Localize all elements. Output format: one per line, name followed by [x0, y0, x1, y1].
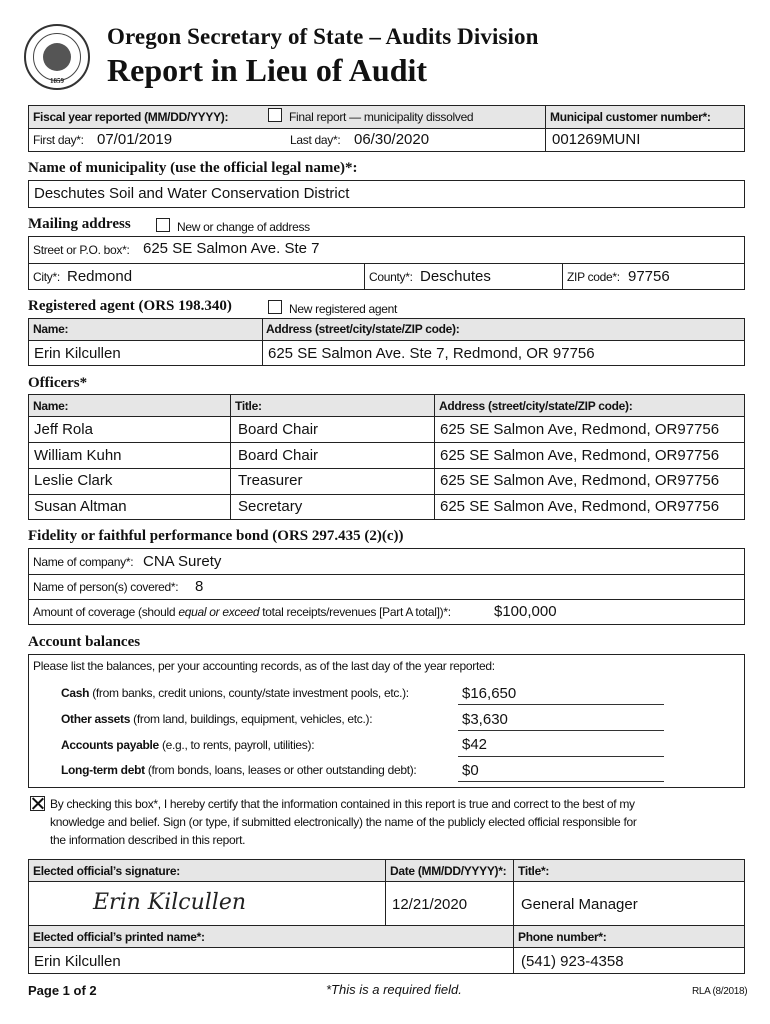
date-field[interactable]: 12/21/2020 [392, 896, 468, 913]
balances-heading: Account balances [28, 634, 141, 650]
fiscal-year-label: Fiscal year reported (MM/DD/YYYY): [33, 110, 229, 124]
page-title: Report in Lieu of Audit [107, 52, 428, 88]
org-title: Oregon Secretary of State – Audits Division [107, 24, 539, 49]
county-field[interactable]: Deschutes [420, 268, 491, 285]
new-agent-label: New registered agent [289, 302, 398, 316]
page-number: Page 1 of 2 [28, 983, 97, 998]
officer-name[interactable]: Susan Altman [34, 498, 127, 515]
customer-number-field[interactable]: 001269MUNI [552, 131, 641, 148]
officer-name[interactable]: Leslie Clark [34, 472, 113, 489]
municipality-name-field[interactable]: Deschutes Soil and Water Conservation District [34, 185, 350, 202]
zip-field[interactable]: 97756 [628, 268, 670, 285]
long-term-debt-field[interactable]: $0 [462, 762, 479, 779]
required-note: *This is a required field. [326, 982, 462, 997]
municipality-heading: Name of municipality (use the official legal name)*: [28, 160, 358, 176]
new-agent-checkbox[interactable] [268, 300, 282, 314]
change-address-checkbox[interactable] [156, 218, 170, 232]
final-report-checkbox[interactable] [268, 108, 282, 122]
first-day-field[interactable]: 07/01/2019 [97, 131, 173, 148]
officer-title[interactable]: Board Chair [238, 447, 319, 464]
coverage-label: Amount of coverage (should equal or exceed total receipts/revenues [Part A total])*: [33, 605, 451, 619]
certify-line-2: knowledge and belief. Sign (or type, if submitted electronically) the name of the publicly elected official responsible for [50, 815, 637, 829]
date-label: Date (MM/DD/YYYY)*: [390, 864, 507, 878]
company-field[interactable]: CNA Surety [143, 553, 222, 570]
phone-label: Phone number*: [518, 930, 607, 944]
phone-field[interactable]: (541) 923-4358 [521, 953, 624, 970]
first-day-label: First day*: [33, 133, 84, 147]
zip-label: ZIP code*: [567, 270, 620, 284]
officer-name[interactable]: Jeff Rola [34, 421, 93, 438]
other-assets-label: Other assets (from land, buildings, equipment, vehicles, etc.): [61, 712, 373, 726]
officer-address[interactable]: 625 SE Salmon Ave, Redmond, OR97756 [440, 447, 720, 464]
printed-name-field[interactable]: Erin Kilcullen [34, 953, 121, 970]
title-label: Title*: [518, 864, 550, 878]
street-field[interactable]: 625 SE Salmon Ave. Ste 7 [143, 240, 320, 257]
oregon-state-seal-icon: 1859 [24, 24, 90, 90]
other-assets-field[interactable]: $3,630 [462, 711, 508, 728]
city-label: City*: [33, 270, 60, 284]
officer-address[interactable]: 625 SE Salmon Ave, Redmond, OR97756 [440, 421, 720, 438]
agent-name-field[interactable]: Erin Kilcullen [34, 345, 121, 362]
persons-covered-label: Name of person(s) covered*: [33, 580, 179, 594]
officer-title[interactable]: Secretary [238, 498, 303, 515]
city-field[interactable]: Redmond [67, 268, 133, 285]
agent-name-label: Name: [33, 322, 69, 336]
accounts-payable-field[interactable]: $42 [462, 736, 488, 753]
officer-title[interactable]: Board Chair [238, 421, 319, 438]
agent-address-label: Address (street/city/state/ZIP code): [266, 322, 460, 336]
persons-covered-field[interactable]: 8 [195, 578, 204, 595]
certify-line-3: the information described in this report. [50, 833, 246, 847]
change-address-label: New or change of address [177, 220, 310, 234]
cash-label: Cash (from banks, credit unions, county/state investment pools, etc.): [61, 686, 409, 700]
cash-field[interactable]: $16,650 [462, 685, 517, 702]
officer-address[interactable]: 625 SE Salmon Ave, Redmond, OR97756 [440, 472, 720, 489]
street-label: Street or P.O. box*: [33, 243, 130, 257]
coverage-field[interactable]: $100,000 [494, 603, 557, 620]
signature-field[interactable]: Erin Kilcullen [93, 890, 247, 915]
officer-title[interactable]: Treasurer [238, 472, 303, 489]
printed-name-label: Elected official’s printed name*: [33, 930, 205, 944]
officers-col-name: Name: [33, 399, 69, 413]
mailing-heading: Mailing address [28, 216, 131, 232]
certify-line-1: By checking this box*, I hereby certify that the information contained in this report is true and correct to the best of my [50, 797, 635, 811]
customer-number-label: Municipal customer number*: [550, 110, 711, 124]
officers-col-title: Title: [235, 399, 262, 413]
agent-heading: Registered agent (ORS 198.340) [28, 298, 232, 314]
officer-name[interactable]: William Kuhn [34, 447, 122, 464]
signature-label: Elected official’s signature: [33, 864, 180, 878]
balances-intro: Please list the balances, per your accounting records, as of the last day of the year reported: [33, 659, 495, 673]
company-label: Name of company*: [33, 555, 134, 569]
agent-address-field[interactable]: 625 SE Salmon Ave. Ste 7, Redmond, OR 97756 [268, 345, 595, 362]
last-day-field[interactable]: 06/30/2020 [354, 131, 430, 148]
officer-address[interactable]: 625 SE Salmon Ave, Redmond, OR97756 [440, 498, 720, 515]
accounts-payable-label: Accounts payable (e.g., to rents, payroll, utilities): [61, 738, 315, 752]
title-field[interactable]: General Manager [521, 896, 638, 913]
certify-checkbox[interactable] [30, 796, 45, 811]
county-label: County*: [369, 270, 413, 284]
last-day-label: Last day*: [290, 133, 341, 147]
final-report-label: Final report — municipality dissolved [289, 110, 474, 124]
bond-heading: Fidelity or faithful performance bond (ORS 297.435 (2)(c)) [28, 528, 404, 544]
long-term-debt-label: Long-term debt (from bonds, loans, leases or other outstanding debt): [61, 763, 417, 777]
form-number: RLA (8/2018) [692, 986, 748, 997]
officers-heading: Officers* [28, 375, 88, 391]
officers-col-address: Address (street/city/state/ZIP code): [439, 399, 633, 413]
